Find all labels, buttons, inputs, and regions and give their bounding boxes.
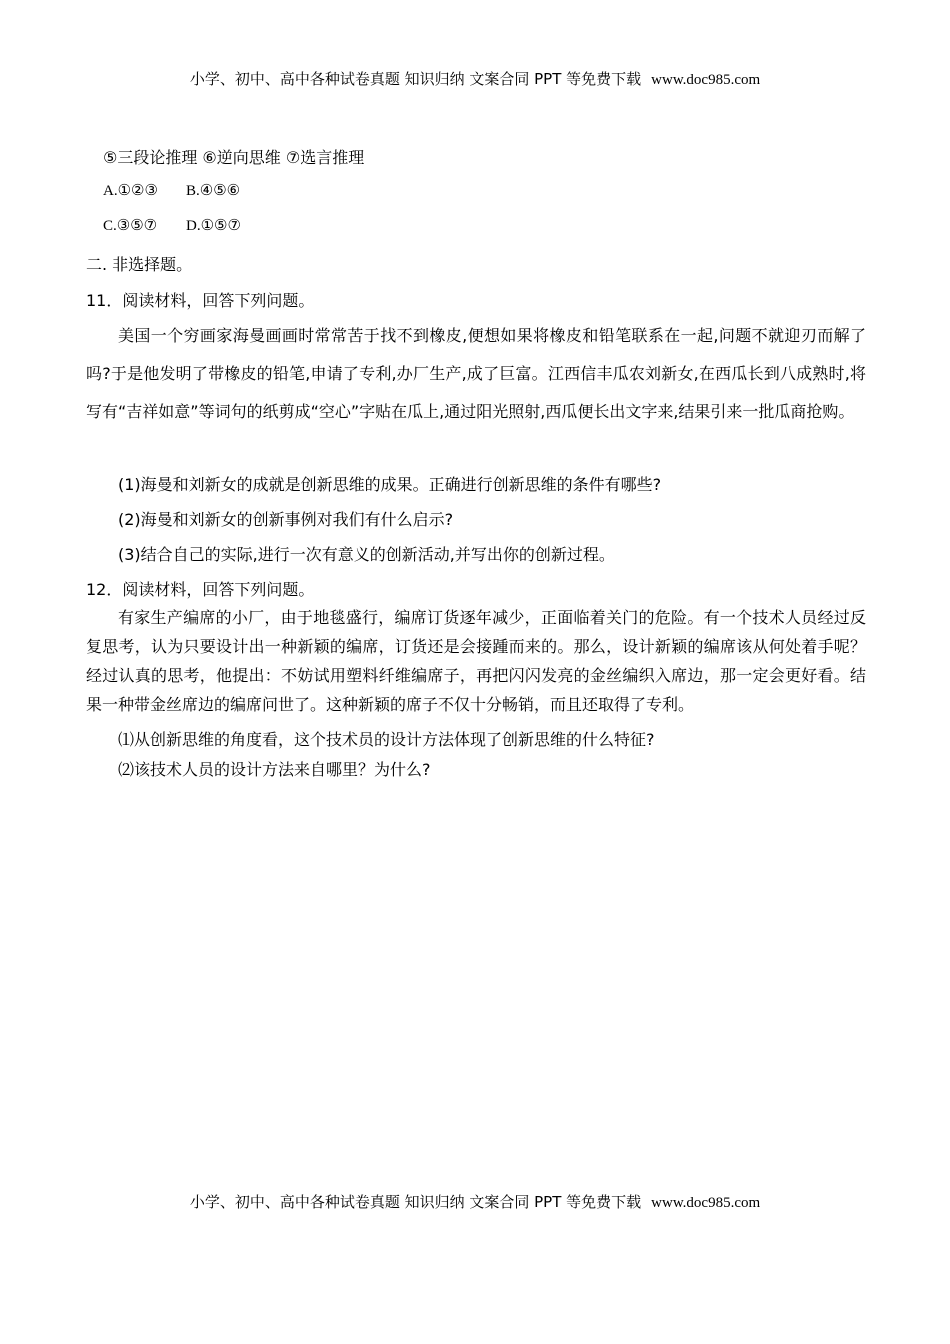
option-b: B.④⑤⑥: [186, 183, 241, 199]
q11-material: 美国一个穷画家海曼画画时常常苦于找不到橡皮,便想如果将橡皮和铅笔联系在一起,问题不就迎刃而解了吗?于是他发明了带橡皮的铅笔,申请了专利,办厂生产,成了巨富。江西信丰瓜农刘新女,在西瓜长到八成熟时,将写有“吉祥如意”等词句的纸剪成“空心”字贴在瓜上,通过阳光照射,西瓜便长出文字来,结果引来一批瓜商抢购。: [86, 326, 866, 421]
q12-title: 12．阅读材料，回答下列问题。: [86, 580, 315, 599]
page-header: [0, 68, 950, 89]
page-footer: [0, 1191, 950, 1212]
q12-sub2: ⑵该技术人员的设计方法来自哪里？为什么?: [118, 760, 431, 779]
section-title: 二. 非选择题。: [86, 255, 193, 274]
option-c: C.③⑤⑦: [103, 218, 158, 234]
q10-items-line: ⑤三段论推理 ⑥逆向思维 ⑦选言推理: [103, 148, 365, 167]
q12-sub1: ⑴从创新思维的角度看，这个技术员的设计方法体现了创新思维的什么特征?: [118, 730, 655, 749]
option-d: D.①⑤⑦: [186, 218, 241, 234]
header-site: www.doc985.com: [651, 72, 761, 88]
q11-sub1: (1)海曼和刘新女的成就是创新思维的成果。正确进行创新思维的条件有哪些?: [118, 475, 662, 494]
q11-sub3: (3)结合自己的实际,进行一次有意义的创新活动,并写出你的创新过程。: [118, 545, 615, 564]
header-text: 小学、初中、高中各种试卷真题 知识归纳 文案合同 PPT 等免费下载: [189, 70, 642, 88]
q11-title: 11．阅读材料，回答下列问题。: [86, 291, 315, 310]
footer-text: 小学、初中、高中各种试卷真题 知识归纳 文案合同 PPT 等免费下载: [189, 1193, 642, 1211]
q11-sub2: (2)海曼和刘新女的创新事例对我们有什么启示?: [118, 510, 454, 529]
option-a: A.①②③: [103, 183, 158, 199]
q12-material: 有家生产编席的小厂，由于地毯盛行，编席订货逐年减少，正面临着关门的危险。有一个技术人员经过反复思考，认为只要设计出一种新颖的编席，订货还是会接踵而来的。那么，设计新颖的编席该从何处着手呢？经过认真的思考，他提出：不妨试用塑料纤维编席子，再把闪闪发亮的金丝编织入席边，那一定会更好看。结果一种带金丝席边的编席问世了。这种新颖的席子不仅十分畅销，而且还取得了专利。: [86, 608, 866, 714]
footer-site: www.doc985.com: [651, 1195, 761, 1211]
